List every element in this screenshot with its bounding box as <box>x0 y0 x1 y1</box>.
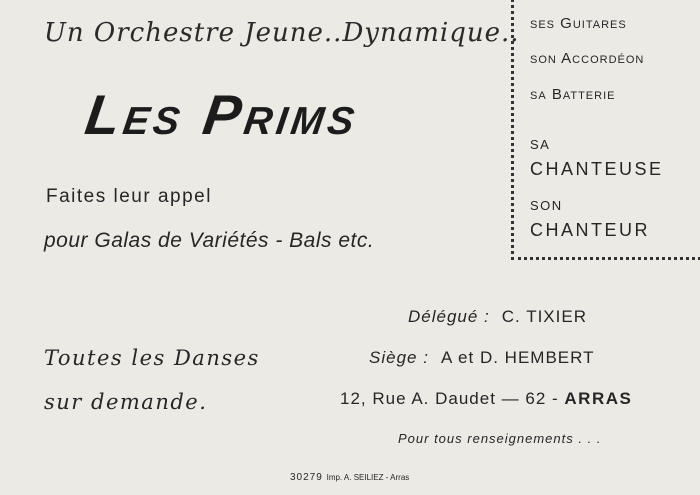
band-name: Les Prims <box>81 83 364 146</box>
delegate-line <box>408 307 587 327</box>
dances-line-1: Toutes les Danses <box>44 346 260 370</box>
feature-accordion: son Accordéon <box>530 50 645 67</box>
feature-sa: SA <box>530 137 551 152</box>
delegate-label: Délégué : <box>408 307 490 326</box>
feature-singer-female: CHANTEUSE <box>530 159 664 179</box>
delegate-name: C. TIXIER <box>501 307 587 326</box>
seat-line <box>369 348 595 368</box>
seat-label: Siège : <box>369 348 429 367</box>
feature-drums: sa Batterie <box>530 86 616 103</box>
events-text: pour Galas de Variétés - Bals etc. <box>44 229 375 252</box>
printer-name: Imp. A. SEILIEZ - Arras <box>326 473 410 482</box>
city-name: ARRAS <box>564 389 633 408</box>
dances-line-2: sur demande. <box>44 390 208 414</box>
feature-guitars: ses Guitares <box>530 15 627 32</box>
printer-imprint <box>290 472 409 483</box>
street-address: 12, Rue A. Daudet — 62 - <box>340 389 559 408</box>
tagline: Un Orchestre Jeune..Dynamique.. <box>44 18 520 48</box>
appeal-text: Faites leur appel <box>46 186 212 207</box>
seat-name: A et D. HEMBERT <box>440 348 595 367</box>
address-line <box>340 389 632 409</box>
info-text: Pour tous renseignements . . . <box>398 431 602 446</box>
print-number: 30279 <box>290 472 323 483</box>
feature-singer-male: CHANTEUR <box>530 220 651 240</box>
feature-son: SON <box>530 198 563 213</box>
